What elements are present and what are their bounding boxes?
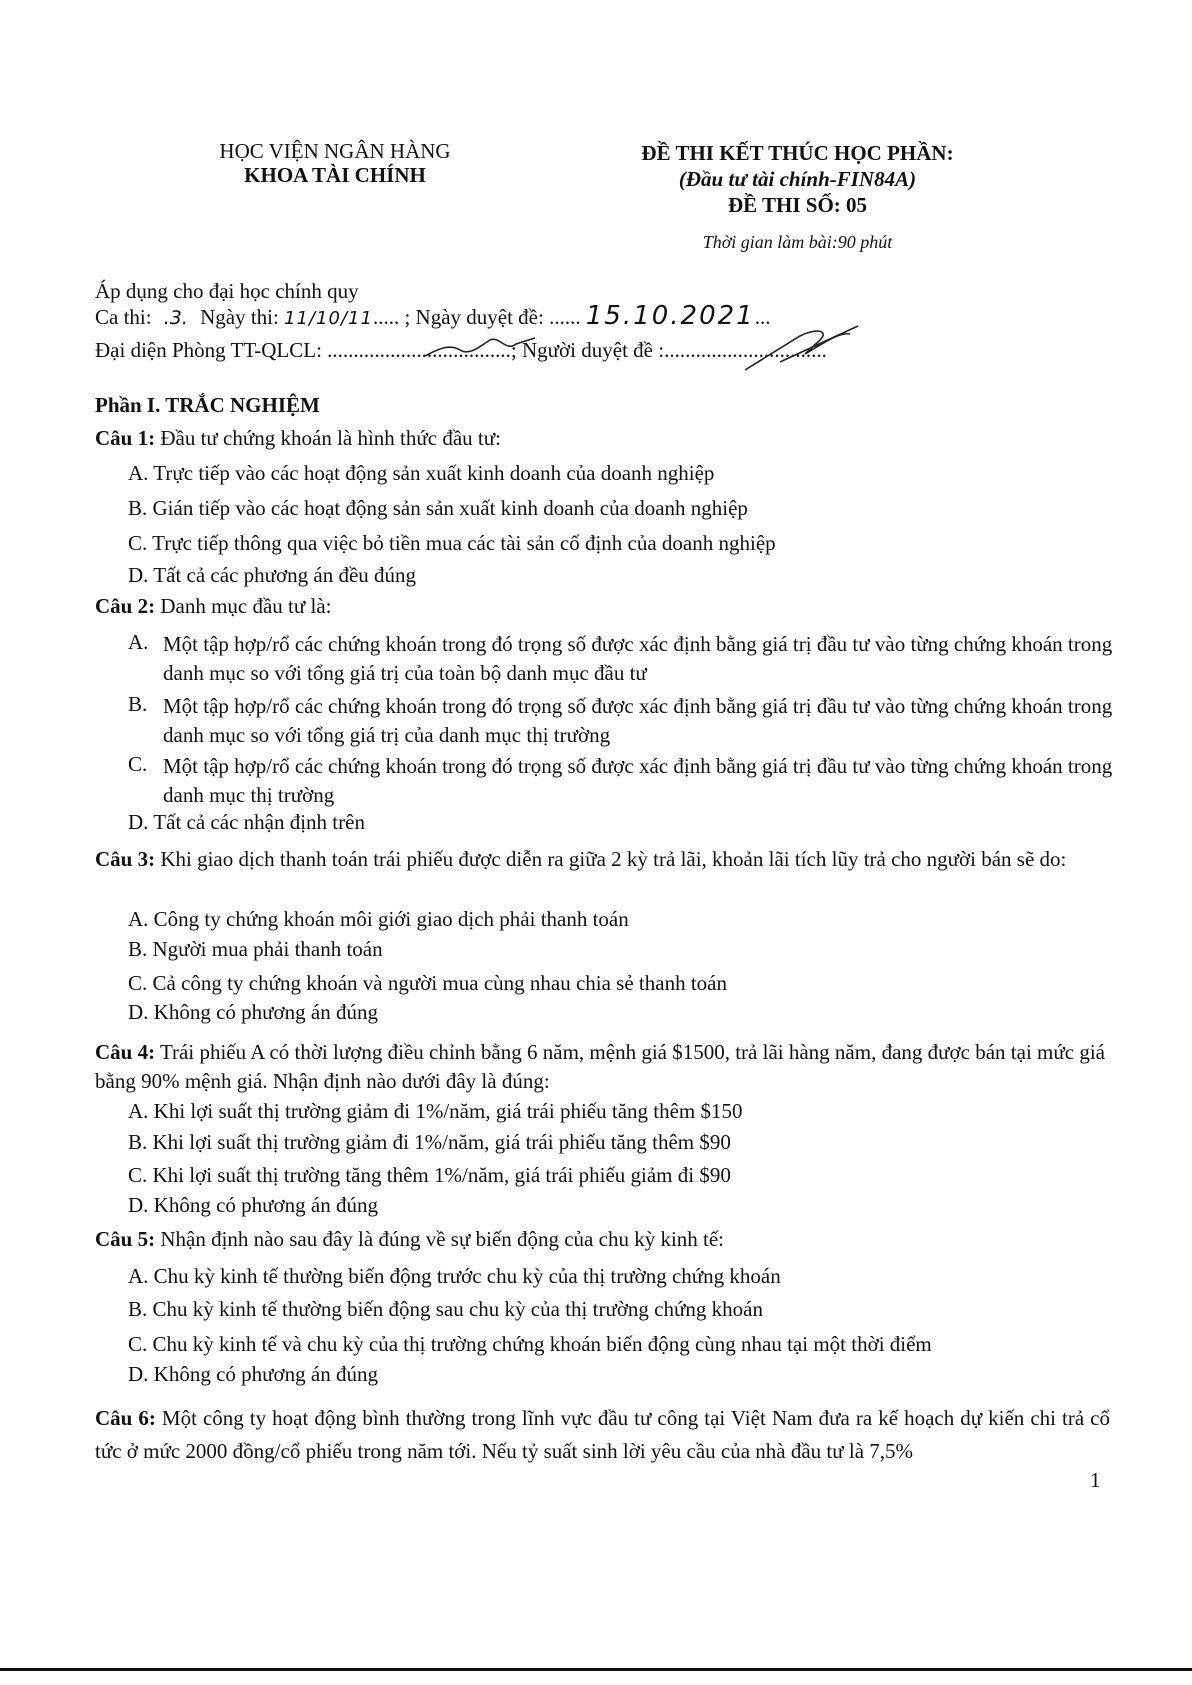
bottom-rule <box>0 1668 1192 1671</box>
question-text: Khi giao dịch thanh toán trái phiếu được diễn ra giữa 2 kỳ trả lãi, khoản lãi tích lũy trả cho người bán sẽ do: <box>160 847 1067 871</box>
dots: ............................... <box>664 338 827 362</box>
question-label: Câu 4: <box>95 1040 156 1064</box>
question-label: Câu 3: <box>95 847 156 871</box>
option-item: D. Tất cả các phương án đều đúng <box>128 563 417 587</box>
dots: ... <box>754 305 771 329</box>
exam-date-value: 11/10/11 <box>284 308 373 329</box>
option-item: A. Khi lợi suất thị trường giảm đi 1%/năm, giá trái phiếu tăng thêm $150 <box>128 1099 743 1123</box>
question-label: Câu 1: <box>95 426 156 450</box>
option-item: C. Chu kỳ kinh tế và chu kỳ của thị trường chứng khoán biến động cùng nhau tại một thời điểm <box>128 1332 932 1356</box>
option-item: A. Chu kỳ kinh tế thường biến động trước chu kỳ của thị trường chứng khoán <box>128 1264 781 1288</box>
section-title: Phần I. TRẮC NGHIỆM <box>95 393 320 417</box>
option-item: B. Khi lợi suất thị trường giảm đi 1%/năm, giá trái phiếu tăng thêm $90 <box>128 1130 731 1154</box>
option-item: A. Trực tiếp vào các hoạt động sản xuất kinh doanh của doanh nghiệp <box>128 461 715 485</box>
question-6 <box>95 1402 1110 1468</box>
approval-date-label: ; Ngày duyệt đề: <box>404 305 544 329</box>
question-text: Danh mục đầu tư là: <box>160 594 332 618</box>
applies-to: Áp dụng cho đại học chính quy <box>95 279 359 303</box>
question-3 <box>95 845 1095 874</box>
question-text: Đầu tư chứng khoán là hình thức đầu tư: <box>160 426 501 450</box>
option-item: B. Chu kỳ kinh tế thường biến động sau chu kỳ của thị trường chứng khoán <box>128 1297 763 1321</box>
question-text: Một công ty hoạt động bình thường trong lĩnh vực đầu tư công tại Việt Nam đưa ra kế hoạch dự kiến chi trả cổ tức ở mức 2000 đồng/cổ phiếu trong năm tới. Nếu tỷ suất sinh lời yêu cầu của nhà đầu tư là 7,5% <box>95 1406 1111 1463</box>
option-item: B. Gián tiếp vào các hoạt động sản sản xuất kinh doanh của doanh nghiệp <box>128 496 748 520</box>
dots: ...... <box>549 305 581 329</box>
dots: ................................... <box>327 338 511 362</box>
approver-label: ; Người duyệt đề : <box>510 338 665 362</box>
option-item: D. Không có phương án đúng <box>128 1362 378 1386</box>
option-item: D. Không có phương án đúng <box>128 1000 378 1024</box>
dots: ..... <box>372 305 400 329</box>
question-2 <box>95 594 332 618</box>
question-text: Trái phiếu A có thời lượng điều chỉnh bằng 6 năm, mệnh giá $1500, trả lãi hàng năm, đang được bán tại mức giá bằng 90% mệnh giá. Nhận định nào dưới đây là đúng: <box>95 1040 1105 1093</box>
option-item: C. Cả công ty chứng khoán và người mua cùng nhau chia sẻ thanh toán <box>128 971 727 995</box>
question-4 <box>95 1038 1105 1096</box>
option-item: C. Trực tiếp thông qua việc bỏ tiền mua các tài sản cố định của doanh nghiệp <box>128 531 776 555</box>
dept-signature-icon <box>420 326 540 366</box>
exam-number: ĐỀ THI SỐ: 05 <box>727 193 868 217</box>
exam-title: ĐỀ THI KẾT THÚC HỌC PHẦN: <box>641 141 954 165</box>
question-label: Câu 5: <box>95 1227 156 1251</box>
question-label: Câu 2: <box>95 594 156 618</box>
institution-name: HỌC VIỆN NGÂN HÀNG <box>219 139 451 163</box>
page-number: 1 <box>1090 1468 1101 1492</box>
shift-value: .3. <box>163 307 188 329</box>
option-item: D. Tất cả các nhận định trên <box>128 810 365 834</box>
option-item: A. Công ty chứng khoán môi giới giao dịch phải thanh toán <box>128 907 629 931</box>
option-item: C. Khi lợi suất thị trường tăng thêm 1%/năm, giá trái phiếu giảm đi $90 <box>128 1163 731 1187</box>
approver-signature-icon <box>740 318 880 378</box>
approval-date-value: 15.10.2021 <box>585 301 755 331</box>
question-text: Nhận định nào sau đây là đúng về sự biến động của chu kỳ kinh tế: <box>160 1227 725 1251</box>
exam-duration: Thời gian làm bài:90 phút <box>702 232 893 252</box>
question-1 <box>95 426 501 450</box>
option-item: B. Người mua phải thanh toán <box>128 937 383 961</box>
dept-label: Đại diện Phòng TT-QLCL: <box>95 338 322 362</box>
option-item: D. Không có phương án đúng <box>128 1193 378 1217</box>
shift-label: Ca thi: <box>95 305 152 329</box>
faculty-name: KHOA TÀI CHÍNH <box>244 163 426 187</box>
course-name: (Đầu tư tài chính-FIN84A) <box>678 167 917 191</box>
exam-date-label: Ngày thi: <box>200 305 279 329</box>
question-label: Câu 6: <box>95 1406 156 1430</box>
question-5 <box>95 1227 724 1251</box>
